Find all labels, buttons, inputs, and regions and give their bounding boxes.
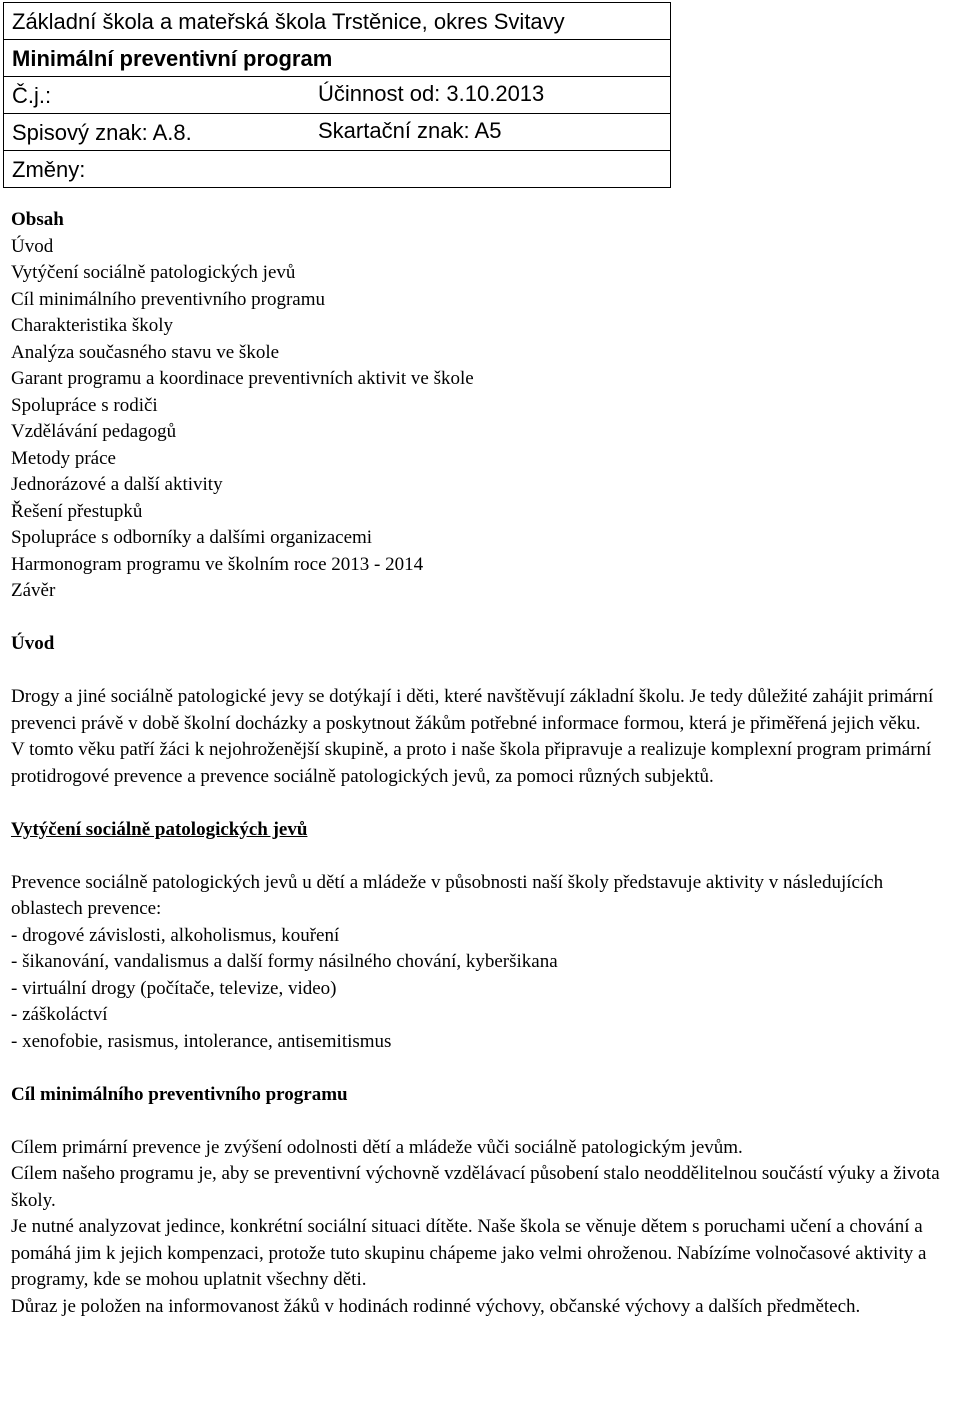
toc-item: Charakteristika školy xyxy=(11,315,173,336)
section-intro xyxy=(11,631,946,790)
section-heading-intro: Úvod xyxy=(11,633,55,654)
list-item: - xenofobie, rasismus, intolerance, antisemitismus xyxy=(11,1030,392,1052)
list-item: - šikanování, vandalismus a další formy násilného chování, kyberšikana xyxy=(11,951,558,972)
toc-item: Vytýčení sociálně patologických jevů xyxy=(11,262,296,283)
table-of-contents xyxy=(11,207,946,605)
goal-paragraph: Cílem primární prevence je zvýšení odolnosti dětí a mládeže vůči sociálně patologickým jevům. xyxy=(11,1136,743,1158)
toc-item: Analýza současného stavu ve škole xyxy=(11,341,280,363)
section-heading-phenomena: Vytýčení sociálně patologických jevů xyxy=(11,818,308,840)
phenomena-paragraph: Prevence sociálně patologických jevů u dětí a mládeže v působnosti naší školy představuje aktivity v následujících oblastech prevence: xyxy=(11,871,884,919)
header-row-changes xyxy=(4,151,671,188)
toc-item: Cíl minimálního preventivního programu xyxy=(11,288,325,310)
list-item: - drogové závislosti, alkoholismus, kouření xyxy=(11,924,340,946)
effective-date: Účinnost od: 3.10.2013 xyxy=(318,81,545,106)
toc-item: Jednorázové a další aktivity xyxy=(11,474,223,495)
changes-label: Změny: xyxy=(4,151,671,188)
header-row-title xyxy=(4,40,671,77)
toc-item: Řešení přestupků xyxy=(11,500,143,522)
list-item: - virtuální drogy (počítače, televize, video) xyxy=(11,977,337,999)
toc-item: Spolupráce s rodiči xyxy=(11,394,158,416)
document-body xyxy=(11,207,946,1320)
intro-paragraph: V tomto věku patří žáci k nejohroženější skupině, a proto i naše škola připravuje a realizuje komplexní program primární protidrogové prevence a prevence sociálně patologických jevů, za pomoci různých subjektů. xyxy=(11,739,932,787)
header-row-marks xyxy=(4,114,671,151)
shredding-mark: Skartační znak: A5 xyxy=(318,118,502,143)
goal-paragraph: Důraz je položen na informovanost žáků v hodinách rodinné výchovy, občanské výchovy a dalších předmětech. xyxy=(11,1295,861,1317)
toc-item: Závěr xyxy=(11,580,56,601)
toc-item: Úvod xyxy=(11,235,54,257)
section-goal xyxy=(11,1082,946,1321)
toc-item: Harmonogram programu ve školním roce 2013 - 2014 xyxy=(11,553,424,575)
intro-paragraph: Drogy a jiné sociálně patologické jevy se dotýkají i děti, které navštěvují základní školu. Je tedy důležité zahájit primární prevenci právě v době školní docházky a poskytnout žákům potřebné informace formou, která je přiměřená jejich věku. xyxy=(11,686,934,734)
school-name: Základní škola a mateřská škola Trstěnice, okres Svitavy xyxy=(4,3,671,40)
reference-number-label: Č.j.: xyxy=(12,83,52,108)
toc-item: Spolupráce s odborníky a dalšími organizacemi xyxy=(11,527,373,548)
marks-cell xyxy=(4,114,671,151)
header-row-reference xyxy=(4,77,671,114)
reference-cell xyxy=(4,77,671,114)
list-item: - záškoláctví xyxy=(11,1004,108,1025)
toc-title: Obsah xyxy=(11,209,64,230)
document-title: Minimální preventivní program xyxy=(4,40,671,77)
file-mark: Spisový znak: A.8. xyxy=(12,120,192,145)
toc-item: Vzdělávání pedagogů xyxy=(11,421,177,442)
prevention-areas-list xyxy=(11,923,946,1056)
header-row-school xyxy=(4,3,671,40)
toc-item: Metody práce xyxy=(11,447,116,469)
goal-paragraph: Je nutné analyzovat jedince, konkrétní sociální situaci dítěte. Naše škola se věnuje dětem s poruchami učení a chování a pomáhá jim k jejich kompenzaci, protože tuto skupinu chápeme jako velmi ohroženou. Nabízíme volnočasové aktivity a programy, kde se mohou uplatnit všechny děti. xyxy=(11,1216,927,1290)
toc-item: Garant programu a koordinace preventivních aktivit ve škole xyxy=(11,368,474,389)
section-heading-goal: Cíl minimálního preventivního programu xyxy=(11,1083,348,1105)
document-header-table xyxy=(3,2,671,188)
section-phenomena xyxy=(11,817,946,1056)
goal-paragraph: Cílem našeho programu je, aby se preventivní výchovně vzdělávací působení stalo neoddělitelnou součástí výuky a života školy. xyxy=(11,1163,940,1211)
